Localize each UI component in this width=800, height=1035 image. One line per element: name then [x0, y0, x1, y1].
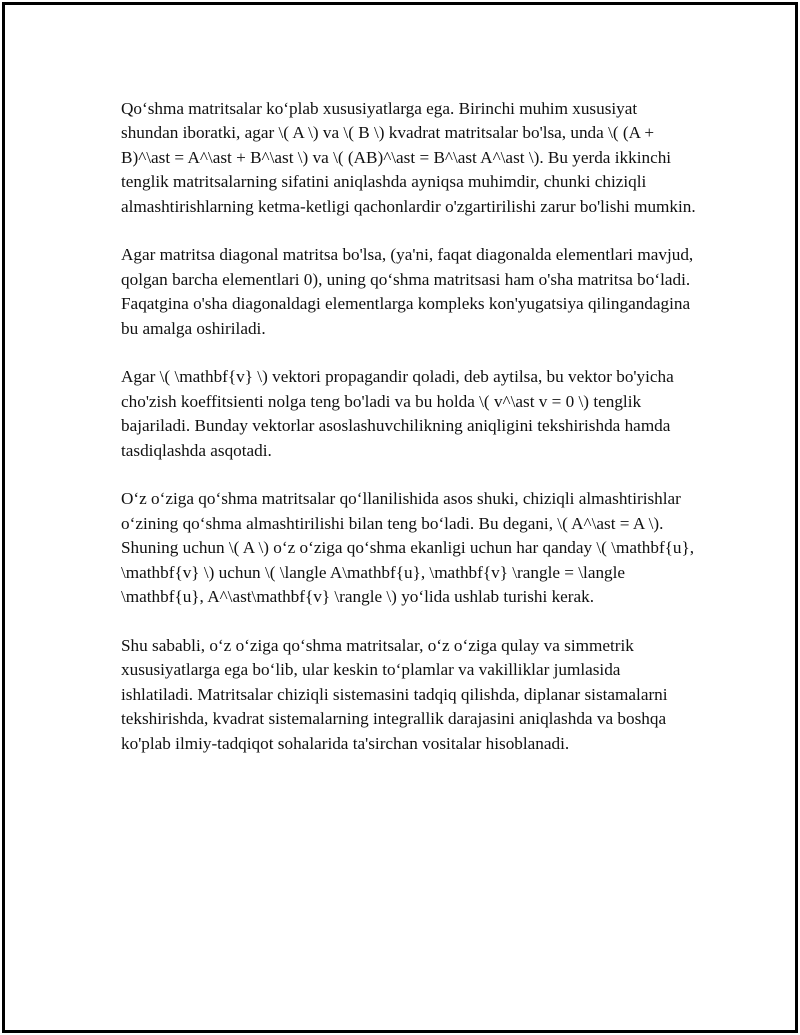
paragraph-5: Shu sababli, o‘z o‘ziga qo‘shma matritsalar, o‘z o‘ziga qulay va simmetrik xususiyatlarga ega bo‘lib, ular keskin to‘plamlar va vakilliklar jumlasida ishlatiladi. Matritsalar chiziqli sistemasini tadqiq qilishda, diplanar sistamalarni tekshirishda, kvadrat sistemalarning integrallik darajasini aniqlashda va boshqa ko'plab ilmiy-tadqiqot sohalarida ta'sirchan vositalar hisoblanadi.: [121, 635, 668, 753]
paragraph-1: Qo‘shma matritsalar ko‘plab xususiyatlarga ega. Birinchi muhim xususiyat shundan iboratki, agar \( A \) va \( B \) kvadrat matritsalar bo'lsa, unda \( (A + B)^\ast = A^\ast + B^\ast \) va \( (AB)^\ast = B^\ast A^\ast \). Bu yerda ikkinchi tenglik matritsalarning sifatini aniqlashda ayniqsa muhimdir, chunki chiziqli almashtirishlarning ketma-ketligi qachonlardir o'zgartirilishi zarur bo'lishi mumkin.: [121, 99, 696, 216]
paragraph-4: O‘z o‘ziga qo‘shma matritsalar qo‘llanilishida asos shuki, chiziqli almashtirishlar o‘zining qo‘shma almashtirilishi bilan teng bo‘ladi. Bu degani, \( A^\ast = A \). Shuning uchun \( A \) o‘z o‘ziga qo‘shma ekanligi uchun har qanday \( \mathbf{u}, \mathbf{v} \) uchun \( \langle A\mathbf{u}, \mathbf{v} \rangle = \langle \mathbf{u}, A^\ast\mathbf{v} \rangle \) yo‘lida ushlab turishi kerak.: [121, 489, 695, 607]
document-body: [121, 97, 696, 780]
document-page: [2, 2, 798, 1033]
paragraph-2: Agar matritsa diagonal matritsa bo'lsa, (ya'ni, faqat diagonalda elementlari mavjud, qolgan barcha elementlari 0), uning qo‘shma matritsasi ham o'sha matritsa bo‘ladi. Faqatgina o'sha diagonaldagi elementlarga kompleks kon'yugatsiya qilingandagina bu amalga oshiriladi.: [121, 245, 694, 338]
paragraph-3: Agar \( \mathbf{v} \) vektori propagandir qoladi, deb aytilsa, bu vektor bo'yicha cho'zish koeffitsienti nolga teng bo'ladi va bu holda \( v^\ast v = 0 \) tenglik bajariladi. Bunday vektorlar asoslashuvchilikning aniqligini tekshirishda hamda tasdiqlashda asqotadi.: [121, 367, 674, 460]
